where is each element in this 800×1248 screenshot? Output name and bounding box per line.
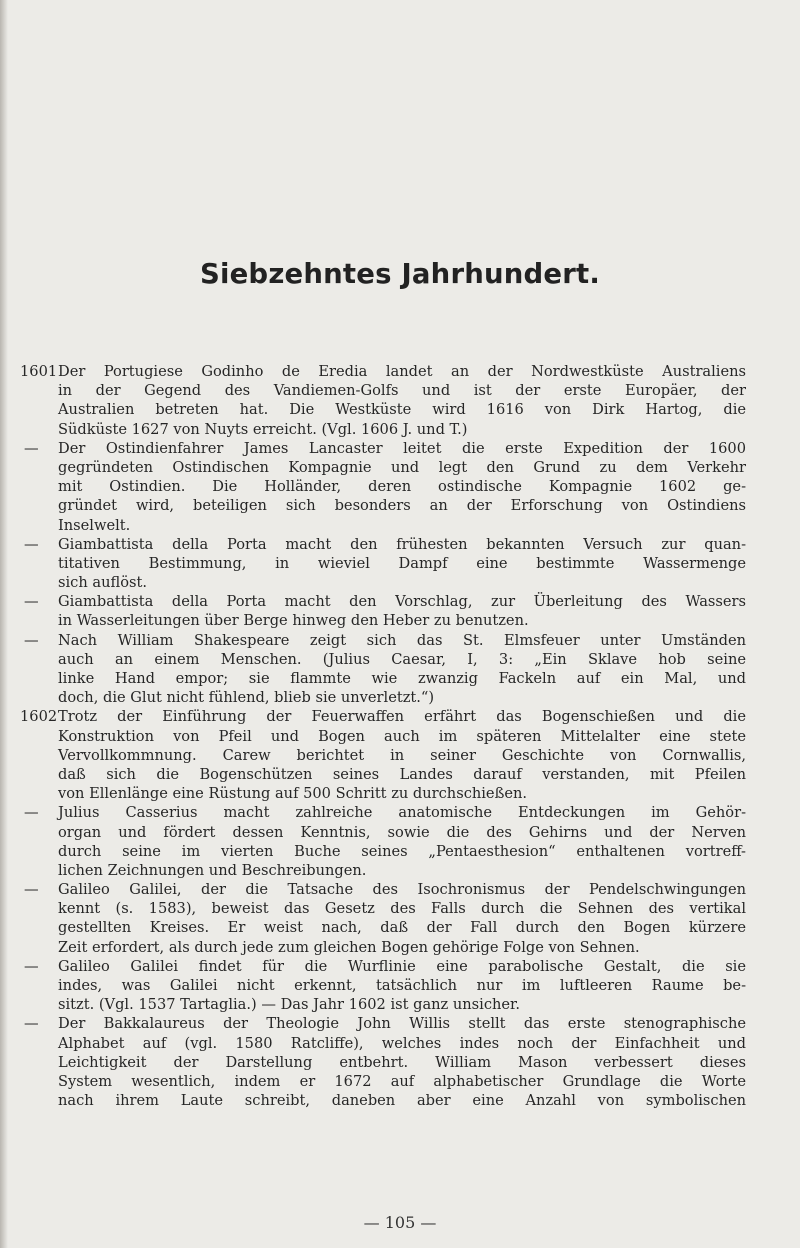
chronology-entry [18,592,746,630]
chronology-entry [18,957,746,1015]
entry-year: 1602 [20,708,58,726]
text-line: doch, die Glut nicht fühlend, blieb sie unverletzt.“) [58,689,435,707]
text-line: Konstruktion von Pfeil und Bogen auch im späteren Mittelalter eine stete [58,727,746,745]
chronology-entry [18,439,746,535]
text-line: System wesentlich, indem er 1672 auf alphabetischer Grundlage die Worte [58,1072,746,1090]
chronology-entry [18,631,746,708]
text-line: linke Hand empor; sie flammte wie zwanzig Fackeln auf ein Mal, und [58,670,746,687]
text-line: mit Ostindien. Die Holländer, deren ostindische Kompagnie 1602 ge- [58,478,746,496]
chronology-entry [18,880,746,957]
text-line: von Ellenlänge eine Rüstung auf 500 Schritt zu durchschießen. [58,785,527,803]
chronology-entry [18,535,746,593]
text-line: Zeit erfordert, als durch jede zum gleichen Bogen gehörige Folge von Sehnen. [58,938,640,956]
entry-year: — [24,804,39,822]
entry-year: — [24,631,39,649]
text-line: Südküste 1627 von Nuyts erreicht. (Vgl. 1606 J. und T.) [58,420,468,438]
text-line: Giambattista della Porta macht den Vorschlag, zur Überleitung des Wassers [58,593,746,611]
text-line: Galileo Galilei findet für die Wurflinie eine parabolische Gestalt, die sie [58,957,746,975]
text-line: in der Gegend des Vandiemen-Golfs und ist der erste Europäer, der [58,382,746,400]
text-line: indes, was Galilei nicht erkennt, tatsächlich nur im luftleeren Raume be- [58,977,746,994]
entry-text [58,1014,746,1110]
entry-text [58,957,746,1015]
text-line: Der Ostindienfahrer James Lancaster leitet die erste Expedition der 1600 [58,439,746,457]
text-line: Der Bakkalaureus der Theologie John Willis stellt das erste stenographische [58,1015,746,1033]
text-line: titativen Bestimmung, in wieviel Dampf eine bestimmte Wassermenge [58,554,746,572]
text-line: gestellten Kreises. Er weist nach, daß der Fall durch den Bogen kürzere [58,919,746,937]
entry-text [58,535,746,593]
text-line: Julius Casserius macht zahlreiche anatomische Entdeckungen im Gehör- [58,804,746,822]
chronology-entries [18,362,746,1110]
entry-text [58,803,746,880]
text-line: Nach William Shakespeare zeigt sich das St. Elmsfeuer unter Umständen [58,631,746,649]
text-line: Alphabet auf (vgl. 1580 Ratcliffe), welches indes noch der Einfachheit und [58,1034,746,1052]
entry-year: — [24,1015,39,1033]
page-number: — 105 — [363,1213,437,1232]
text-line: organ und fördert dessen Kenntnis, sowie die des Gehirns und der Nerven [58,823,746,841]
text-line: gegründeten Ostindischen Kompagnie und legt den Grund zu dem Verkehr [58,458,746,476]
text-line: auch an einem Menschen. (Julius Caesar, I, 3: „Ein Sklave hob seine [58,650,746,668]
page-title: Siebzehntes Jahrhundert. [199,258,601,290]
text-line: durch seine im vierten Buche seines „Pentaesthesion“ enthaltenen vortreff- [58,842,746,860]
text-line: in Wasserleitungen über Berge hinweg den Heber zu benutzen. [58,612,529,630]
text-line: nach ihrem Laute schreibt, daneben aber eine Anzahl von symbolischen [58,1092,746,1110]
text-line: Galileo Galilei, der die Tatsache des Isochronismus der Pendelschwingungen [58,881,746,899]
entry-text [58,631,746,708]
chronology-entry [18,707,746,803]
text-line: sich auflöst. [58,574,147,592]
text-line: Australien betreten hat. Die Westküste wird 1616 von Dirk Hartog, die [58,401,746,419]
text-line: Der Portugiese Godinho de Eredia landet an der Nordwestküste Australiens [58,363,746,380]
entry-year: — [24,957,39,975]
chronology-entry [18,1014,746,1110]
entry-year: — [24,535,39,553]
entry-year: — [24,439,39,457]
entry-text [58,880,746,957]
text-line: kennt (s. 1583), beweist das Gesetz des Falls durch die Sehnen des vertikal [58,900,746,918]
text-line: daß sich die Bogenschützen seines Landes darauf verstanden, mit Pfeilen [58,765,746,783]
entry-year: 1601 [20,363,58,380]
entry-year: — [24,881,39,899]
text-line: Inselwelt. [58,516,131,534]
text-line: Trotz der Einführung der Feuerwaffen erfährt das Bogenschießen und die [58,708,746,726]
entry-text [58,439,746,535]
text-line: Leichtigkeit der Darstellung entbehrt. William Mason verbessert dieses [58,1053,746,1071]
chronology-entry [18,803,746,880]
entry-text [58,592,746,630]
text-line: Giambattista della Porta macht den frühesten bekannten Versuch zur quan- [58,535,746,553]
entry-text [58,707,746,803]
text-line: sitzt. (Vgl. 1537 Tartaglia.) — Das Jahr 1602 ist ganz unsicher. [58,996,521,1014]
entry-text [58,362,746,439]
text-line: lichen Zeichnungen und Beschreibungen. [58,861,367,879]
text-line: gründet wird, beteiligen sich besonders an der Erforschung von Ostindiens [58,497,746,515]
page-spine-shadow [0,0,8,1248]
text-line: Vervollkommnung. Carew berichtet in seiner Geschichte von Cornwallis, [58,746,746,764]
entry-year: — [24,593,39,611]
chronology-entry [18,362,746,439]
